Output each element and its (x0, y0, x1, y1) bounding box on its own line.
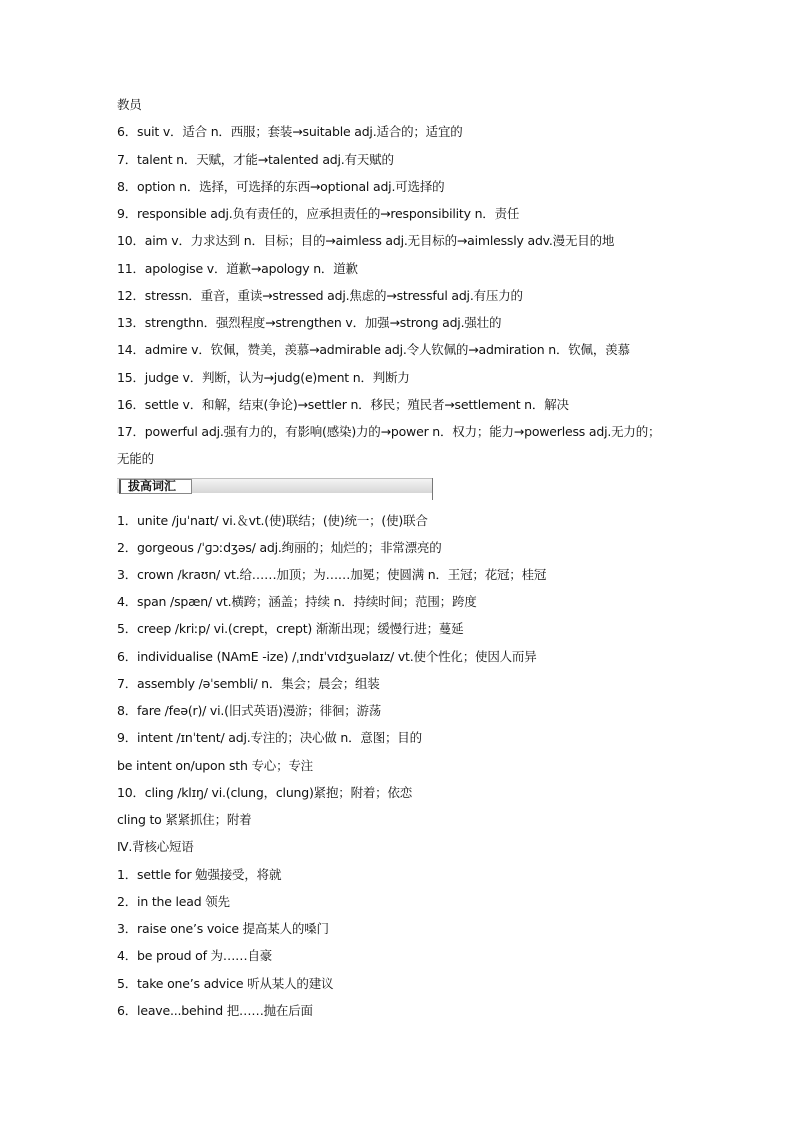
section-header (117, 478, 433, 500)
text-line: 9．responsible adj.负有责任的，应承担责任的→responsibility n．责任 (117, 206, 520, 221)
text-line: 教员 (117, 97, 142, 112)
vocab-item: 10．cling /klɪŋ/ vi.(clung，clung)紧抱；附着；依恋 (117, 785, 413, 800)
vocab-item: 2．gorgeous /ˈɡɔːdʒəs/ adj.绚丽的；灿烂的；非常漂亮的 (117, 540, 442, 555)
text-line: 6．suit v．适合 n．西服；套装→suitable adj.适合的；适宜的 (117, 124, 463, 139)
vocab-item: be intent on/upon sth 专心；专注 (117, 758, 313, 773)
vocab-item: 6．individualise (NAmE -ize) /ˌɪndɪˈvɪdʒuəlaɪz/ vt.使个性化；使因人而异 (117, 649, 537, 664)
phrase-item: 1．settle for 勉强接受，将就 (117, 867, 282, 882)
vocab-item: cling to 紧紧抓住；附着 (117, 812, 252, 827)
vocab-item: 1．unite /juˈnaɪt/ vi.＆vt.(使)联结；(使)统一；(使)联合 (117, 513, 428, 528)
text-line: 无能的 (117, 451, 154, 466)
vocab-item: 3．crown /kraʊn/ vt.给……加顶；为……加冕；使圆满 n．王冠；花冠；桂冠 (117, 567, 547, 582)
text-line: 14．admire v．钦佩，赞美，羡慕→admirable adj.令人钦佩的→admiration n．钦佩，羡慕 (117, 342, 630, 357)
text-line: 11．apologise v．道歉→apology n．道歉 (117, 261, 358, 276)
vocab-item: 7．assembly /əˈsembli/ n．集会；晨会；组装 (117, 676, 380, 691)
text-line: 17．powerful adj.强有力的，有影响(感染)力的→power n．权力；能力→powerless adj.无力的； (117, 424, 661, 439)
phrase-item: 3．raise one’s voice 提高某人的嗓门 (117, 921, 329, 936)
phrase-item: 6．leave...behind 把……抛在后面 (117, 1003, 313, 1018)
text-line: 12．stressn．重音，重读→stressed adj.焦虑的→stressful adj.有压力的 (117, 288, 523, 303)
phrase-item: 2．in the lead 领先 (117, 894, 230, 909)
section-header-divider (432, 478, 433, 500)
text-line: 16．settle v．和解，结束(争论)→settler n．移民；殖民者→settlement n．解决 (117, 397, 569, 412)
phrase-item: 5．take one’s advice 听从某人的建议 (117, 976, 334, 991)
text-line: 10．aim v．力求达到 n．目标；目的→aimless adj.无目标的→aimlessly adv.漫无目的地 (117, 233, 615, 248)
text-line: 8．option n．选择，可选择的东西→optional adj.可选择的 (117, 179, 445, 194)
phrases-heading: Ⅳ.背核心短语 (117, 839, 194, 854)
vocab-item: 5．creep /kriːp/ vi.(crept，crept) 渐渐出现；缓慢行进；蔓延 (117, 621, 464, 636)
text-line: 7．talent n．天赋，才能→talented adj.有天赋的 (117, 152, 394, 167)
vocab-item: 4．span /spæn/ vt.横跨；涵盖；持续 n．持续时间；范围；跨度 (117, 594, 477, 609)
phrase-item: 4．be proud of 为……自豪 (117, 948, 273, 963)
text-line: 15．judge v．判断，认为→judg(e)ment n．判断力 (117, 370, 410, 385)
section-header-tag (119, 479, 192, 494)
vocab-item: 8．fare /feə(r)/ vi.(旧式英语)漫游；徘徊；游荡 (117, 703, 382, 718)
section-title: 拔高词汇 (128, 479, 177, 493)
text-line: 13．strengthn．强烈程度→strengthen v．加强→strong adj.强壮的 (117, 315, 502, 330)
vocab-item: 9．intent /ɪnˈtent/ adj.专注的；决心做 n．意图；目的 (117, 730, 422, 745)
